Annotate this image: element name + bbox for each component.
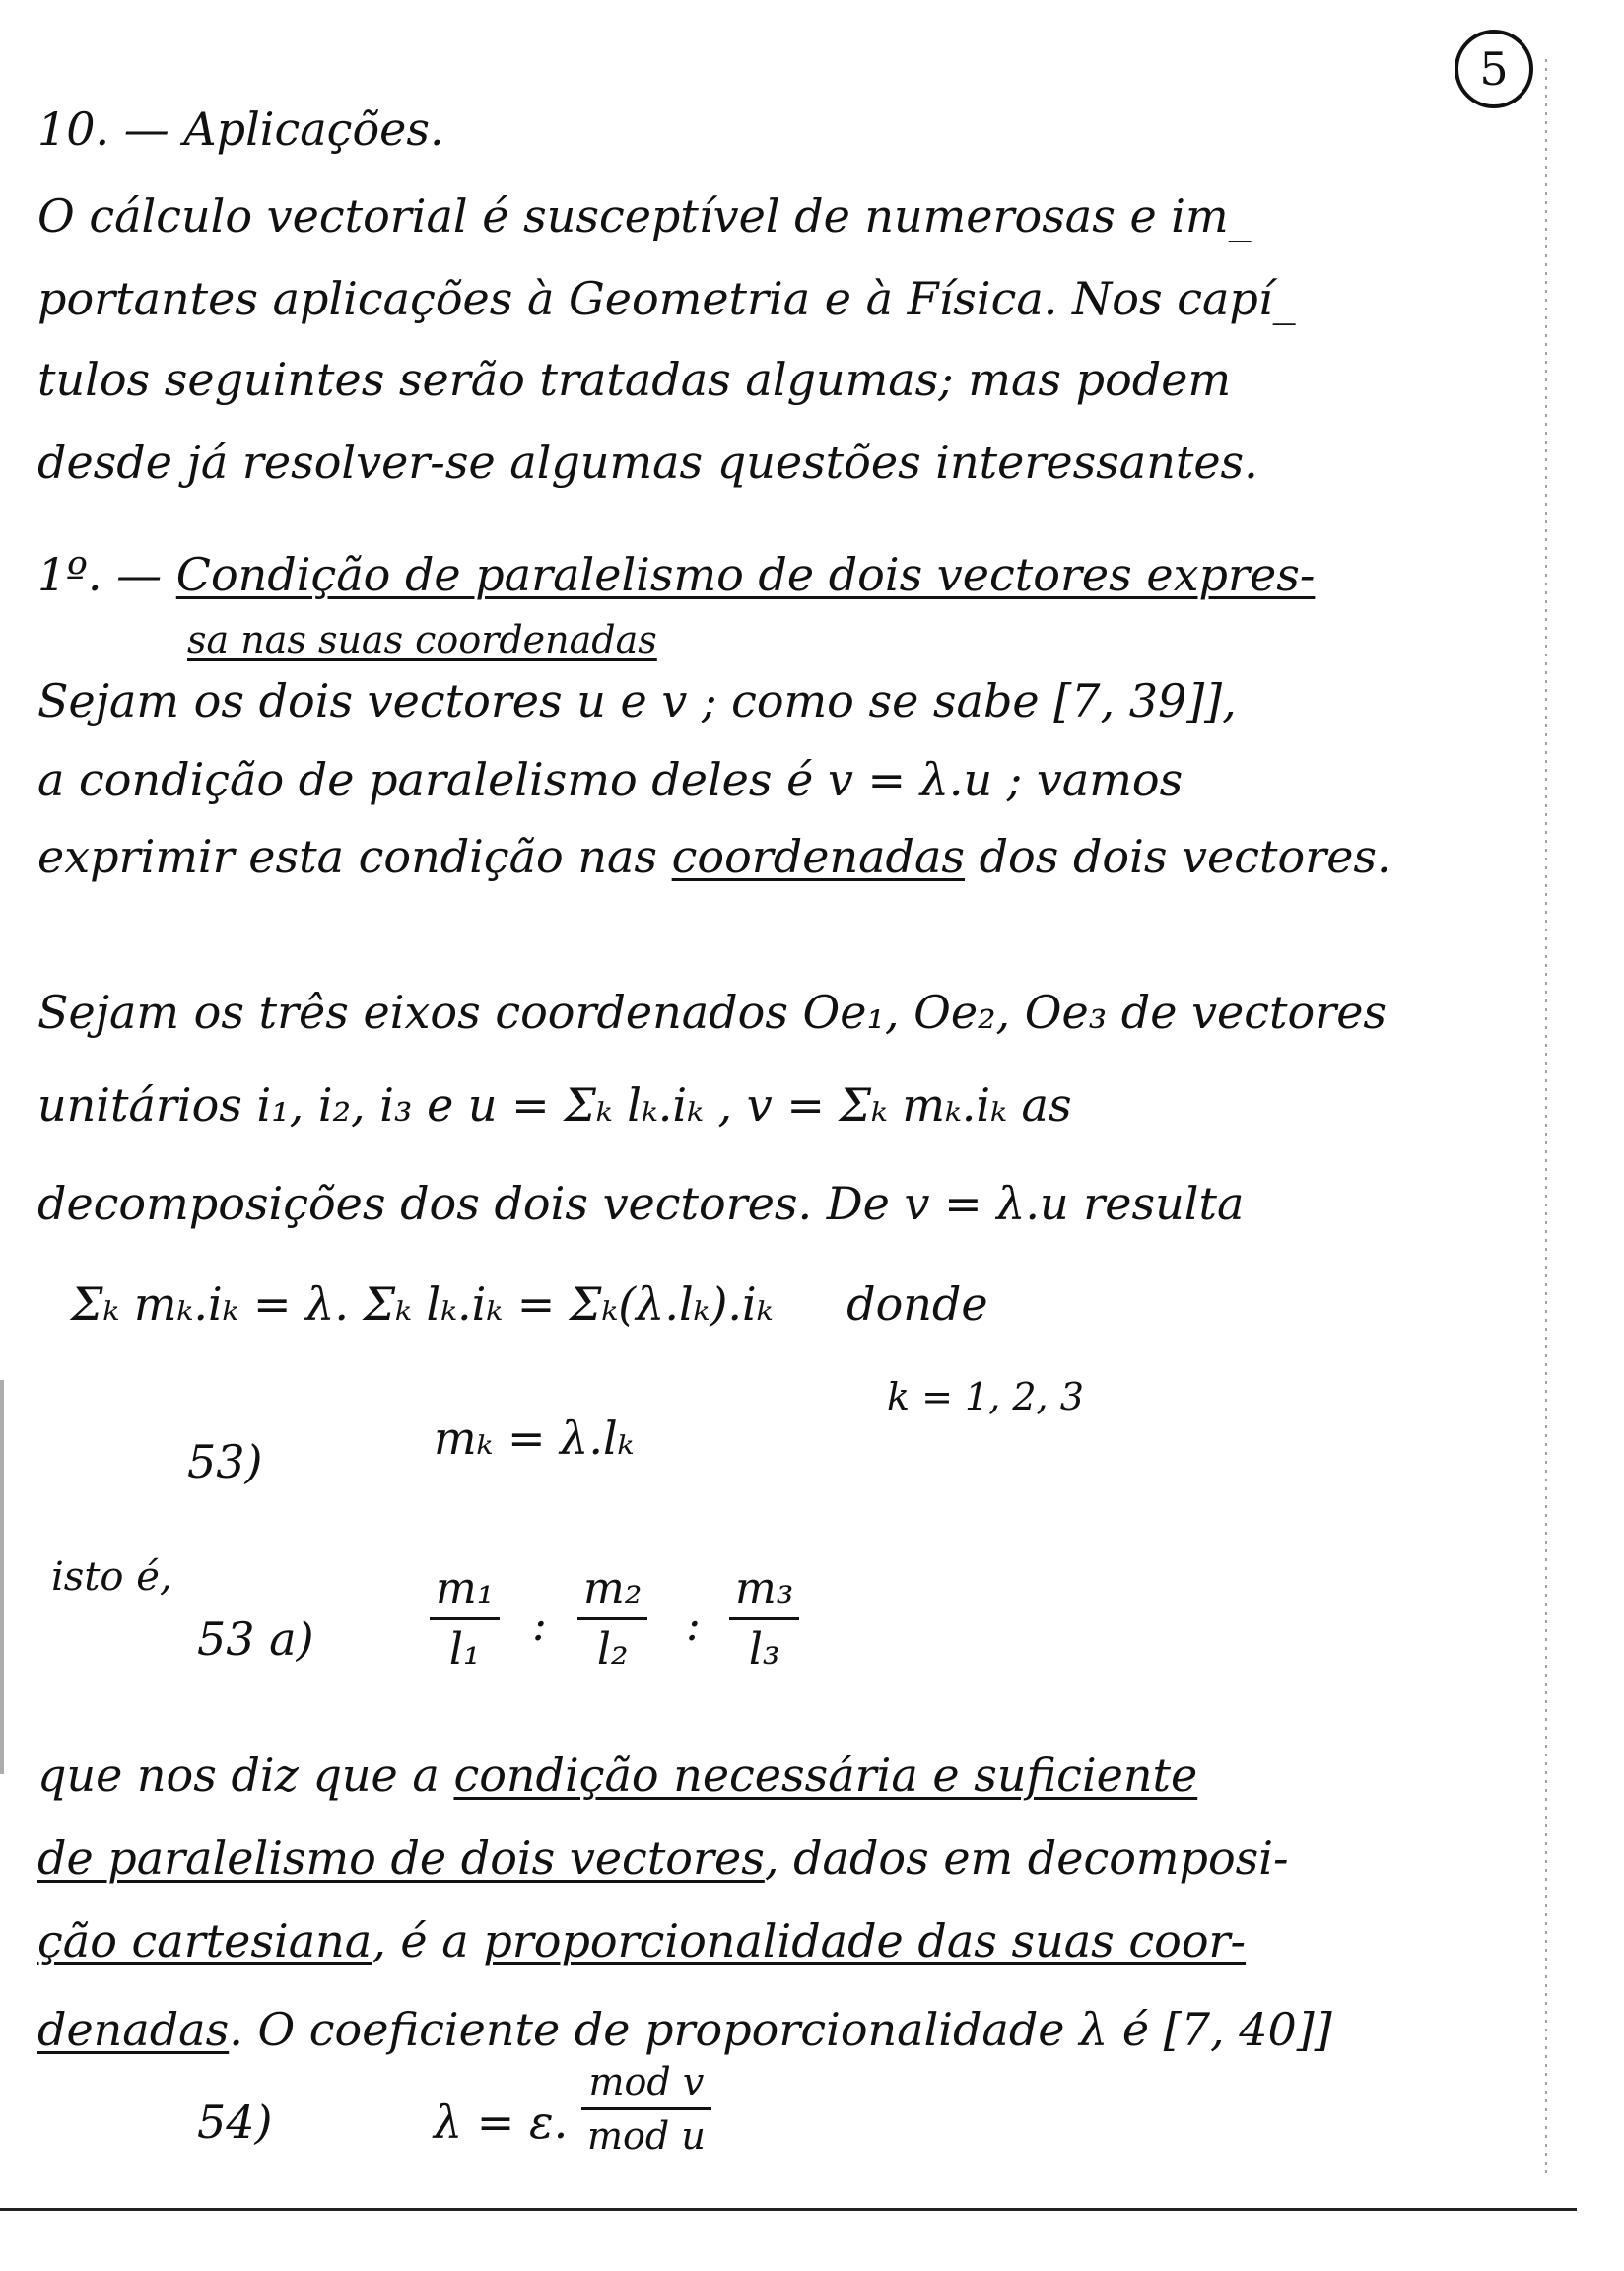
intro-line-3: tulos seguintes serão tratadas algumas; mas podem (37, 353, 1232, 406)
intro-line-2: portantes aplicações à Geometria e à Física. Nos capí_ (37, 272, 1296, 325)
eq-53-range: k = 1, 2, 3 (887, 1375, 1084, 1418)
conclusion-line-3 (37, 1914, 1247, 1967)
fraction-3-den: l₃ (748, 1624, 780, 1675)
fraction-1-den: l₁ (448, 1624, 481, 1675)
fraction-3-bar (729, 1617, 799, 1620)
para2-line-3: decomposições dos dois vectores. De v = λ.u resulta (37, 1177, 1245, 1230)
page-number: 5 (1455, 30, 1533, 108)
body-line-3-pre: exprimir esta condição nas (37, 830, 672, 883)
fraction-sep-1: : (532, 1601, 547, 1651)
fraction-1 (430, 1563, 500, 1675)
conclusion-line-2 (37, 1831, 1289, 1885)
eq-54-lhs: λ = ε. (434, 2096, 569, 2149)
fraction-2-num: m₂ (583, 1563, 643, 1614)
eq-54-fraction (581, 2060, 711, 2158)
scan-edge-left (0, 1380, 4, 1774)
conclusion-a-ul: condição necessária e suficiente (453, 1749, 1198, 1802)
para2-line-1: Sejam os três eixos coordenados Oe₁, Oe₂, Oe₃ de vectores (37, 986, 1387, 1039)
isto-e: isto é, (51, 1554, 172, 1600)
fraction-3-num: m₃ (735, 1563, 794, 1614)
fraction-2-bar (577, 1617, 647, 1620)
body-line-3-post: dos dois vectores. (964, 830, 1391, 883)
eq-53-label: 53) (187, 1435, 263, 1488)
conclusion-line-4 (37, 2003, 1332, 2056)
section-1-title-2: sa nas suas coordenadas (187, 618, 657, 661)
section-1-title-line-1 (37, 548, 1316, 601)
equation-main-suffix: donde (846, 1277, 988, 1331)
conclusion-a-pre: que nos diz que a (37, 1749, 454, 1802)
section-1-label: 1º. — (37, 548, 176, 601)
section-1-title-1: Condição de paralelismo de dois vectores expres- (175, 548, 1316, 601)
conclusion-d-ul: denadas (37, 2003, 230, 2056)
conclusion-b-ul: de paralelismo de dois vectores (37, 1831, 765, 1885)
page-bottom-rule (0, 2208, 1577, 2211)
fraction-3 (729, 1563, 799, 1675)
eq-54-label: 54) (197, 2096, 273, 2149)
intro-line-4: desde já resolver-se algumas questões interessantes. (37, 436, 1258, 489)
eq-53: mₖ = λ.lₖ (434, 1411, 635, 1465)
eq-54-num: mod v (588, 2060, 705, 2103)
equation-main (71, 1277, 988, 1331)
conclusion-c-ul2: proporcionalidade das suas coor- (483, 1914, 1247, 1967)
fraction-2 (577, 1563, 647, 1675)
fraction-1-bar (430, 1617, 500, 1620)
eq-53a-label: 53 a) (197, 1613, 314, 1666)
fraction-2-den: l₂ (596, 1624, 629, 1675)
body-line-1: Sejam os dois vectores u e v ; como se sabe [7, 39]], (37, 674, 1237, 727)
conclusion-d-post: . O coeficiente de proporcionalidade λ é [7, 40]] (229, 2003, 1332, 2056)
fraction-sep-2: : (686, 1601, 701, 1651)
section-1-title-line-2 (187, 618, 657, 661)
section-heading (37, 103, 444, 156)
heading-text: 10. — Aplicações. (37, 103, 444, 156)
conclusion-b-post: , dados em decomposi- (764, 1831, 1289, 1885)
body-line-2: a condição de paralelismo deles é v = λ.u ; vamos (37, 753, 1184, 806)
intro-line-1: O cálculo vectorial é susceptível de numerosas e im_ (37, 189, 1252, 242)
body-line-3 (37, 830, 1391, 883)
eq-54-bar (581, 2107, 711, 2110)
conclusion-c-mid: , é a (372, 1914, 484, 1967)
fraction-1-num: m₁ (436, 1563, 495, 1614)
conclusion-c-ul1: ção cartesiana (37, 1914, 372, 1967)
conclusion-line-1 (37, 1749, 1198, 1802)
para2-line-2: unitários i₁, i₂, i₃ e u = Σₖ lₖ.iₖ , v = Σₖ mₖ.iₖ as (37, 1078, 1072, 1132)
body-line-3-coordinates: coordenadas (671, 830, 965, 883)
eq-54-den: mod u (587, 2114, 706, 2158)
equation-main-expr: Σₖ mₖ.iₖ = λ. Σₖ lₖ.iₖ = Σₖ(λ.lₖ).iₖ (71, 1277, 774, 1331)
scan-edge-right (1545, 59, 1547, 2178)
